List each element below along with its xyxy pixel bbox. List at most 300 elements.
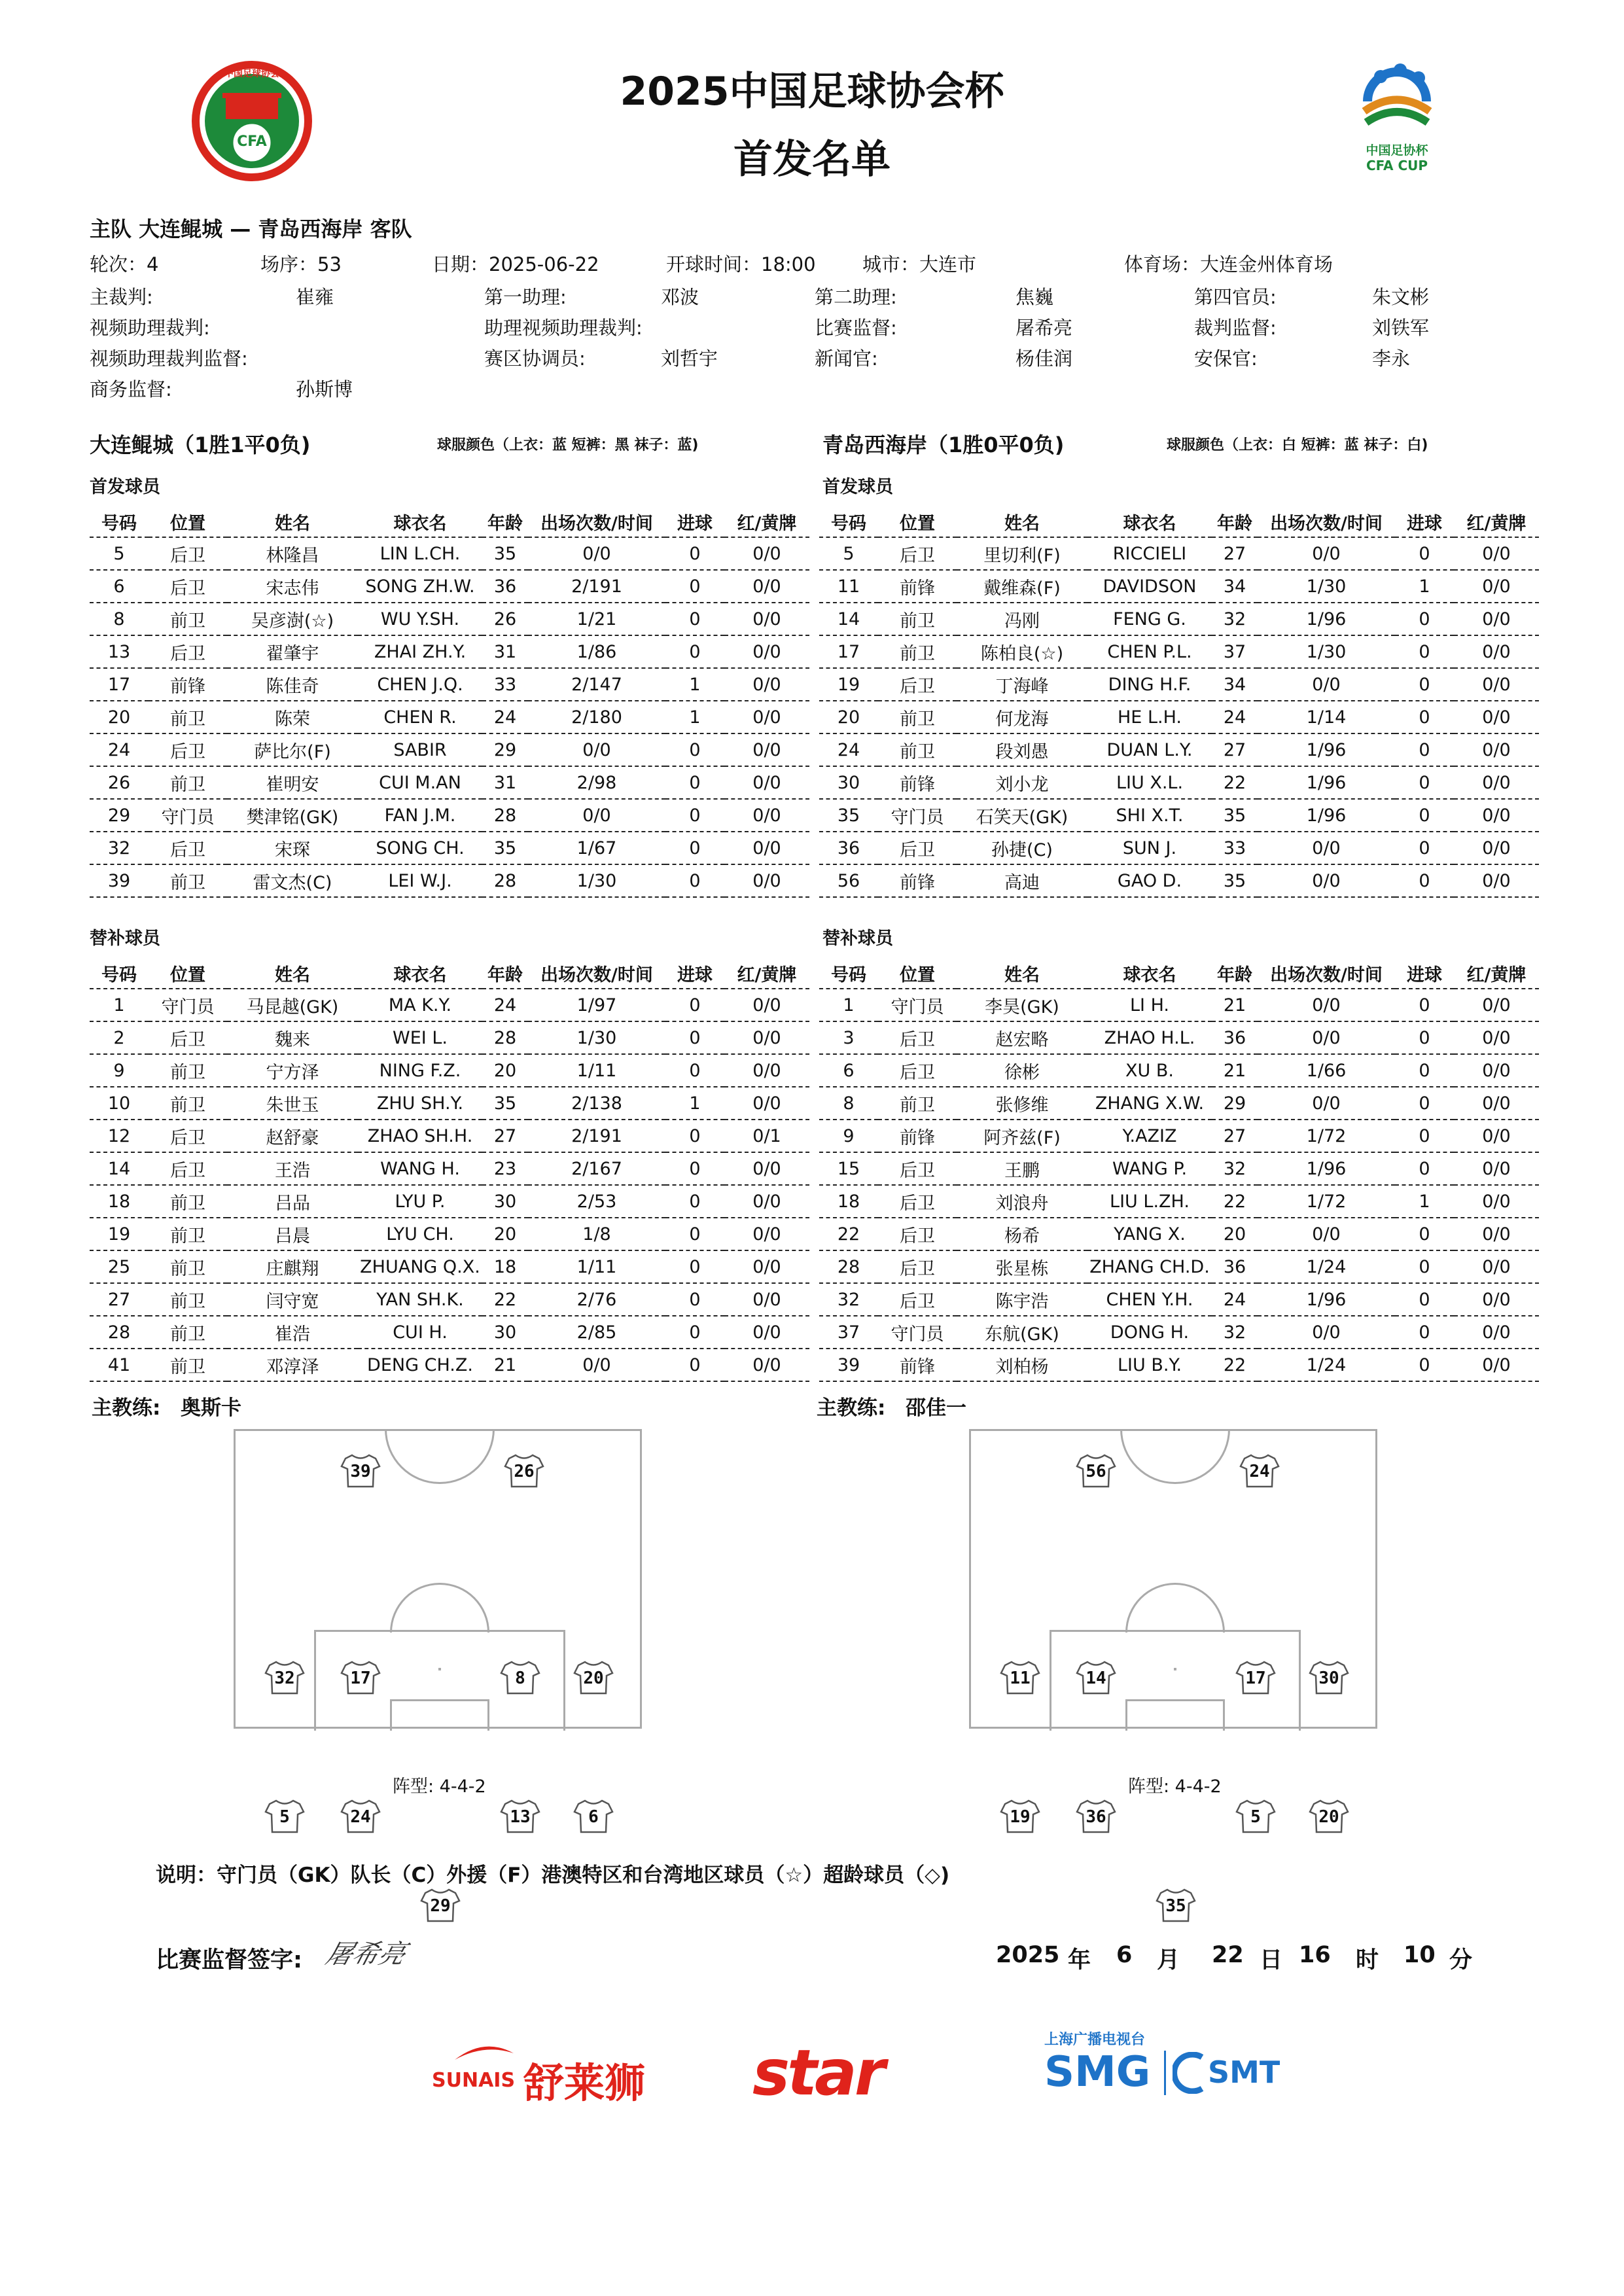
cell-position: 后卫 <box>149 570 227 603</box>
cell-appearances: 1/67 <box>528 832 665 864</box>
cell-goals: 0 <box>665 603 724 635</box>
cell-age: 28 <box>482 799 528 832</box>
home-subs-label: 替补球员 <box>90 928 160 949</box>
cell-number: 36 <box>819 832 878 864</box>
cell-appearances: 1/30 <box>528 864 665 897</box>
cell-name: 刘柏杨 <box>957 1349 1087 1381</box>
table-row <box>819 832 1539 864</box>
cell-age: 28 <box>482 1021 528 1054</box>
cell-position: 后卫 <box>149 1152 227 1185</box>
cell-position: 后卫 <box>878 832 957 864</box>
cell-goals: 0 <box>665 1185 724 1218</box>
cell-cards: 0/0 <box>1454 570 1539 603</box>
cell-position: 后卫 <box>878 1185 957 1218</box>
table-row <box>819 989 1539 1021</box>
player-shirt <box>1239 1453 1280 1489</box>
cell-age: 35 <box>1212 799 1258 832</box>
cell-appearances: 0/0 <box>528 799 665 832</box>
official-value: 刘哲宇 <box>661 347 718 370</box>
cell-age: 24 <box>1212 1283 1258 1316</box>
cell-shirt-name: ZHANG CH.D. <box>1087 1250 1212 1283</box>
signature-label: 比赛监督签字: <box>156 1947 302 1973</box>
shirt-number: 24 <box>350 1807 371 1827</box>
official-label: 比赛监督: <box>815 317 897 339</box>
cell-cards: 0/0 <box>1454 1087 1539 1120</box>
cell-age: 28 <box>482 864 528 897</box>
cell-shirt-name: LIU X.L. <box>1087 766 1212 799</box>
table-row <box>819 1185 1539 1218</box>
cell-age: 32 <box>1212 1152 1258 1185</box>
shirt-number: 24 <box>1249 1462 1270 1481</box>
column-header-goals: 进球 <box>1395 958 1454 989</box>
cell-name: 何龙海 <box>957 701 1087 733</box>
cell-goals: 0 <box>1395 733 1454 766</box>
cell-number: 32 <box>819 1283 878 1316</box>
cell-shirt-name: ZHAO H.L. <box>1087 1021 1212 1054</box>
center-circle-half <box>1120 1429 1230 1484</box>
cell-age: 31 <box>482 766 528 799</box>
cell-cards: 0/0 <box>1454 1316 1539 1349</box>
cell-number: 6 <box>819 1054 878 1087</box>
cell-shirt-name: SONG CH. <box>358 832 482 864</box>
cell-shirt-name: ZHANG X.W. <box>1087 1087 1212 1120</box>
cell-goals: 0 <box>665 1250 724 1283</box>
cell-cards: 0/0 <box>724 1349 809 1381</box>
cell-shirt-name: CHEN Y.H. <box>1087 1283 1212 1316</box>
player-shirt <box>1076 1453 1116 1489</box>
shirt-number: 17 <box>1245 1669 1266 1688</box>
cell-number: 41 <box>90 1349 149 1381</box>
cell-goals: 0 <box>1395 1349 1454 1381</box>
column-header-number: 号码 <box>819 506 878 537</box>
cell-cards: 0/0 <box>724 1021 809 1054</box>
cell-name: 闫守宽 <box>227 1283 358 1316</box>
legend-note: 说明：守门员（GK）队长（C）外援（F）港澳特区和台湾地区球员（☆）超龄球员（◇) <box>156 1863 950 1887</box>
cell-number: 13 <box>90 635 149 668</box>
cell-shirt-name: LIU B.Y. <box>1087 1349 1212 1381</box>
cell-goals: 0 <box>1395 537 1454 570</box>
column-header-position: 位置 <box>149 958 227 989</box>
player-shirt <box>1000 1799 1040 1834</box>
cell-appearances: 0/0 <box>1258 537 1395 570</box>
table-row <box>90 1152 809 1185</box>
cfa-logo-text: 中国足球协会 <box>224 69 279 79</box>
player-shirt <box>420 1888 461 1923</box>
city: 城市：大连市 <box>862 253 977 275</box>
shirt-number: 30 <box>1318 1669 1339 1688</box>
cell-appearances: 1/24 <box>1258 1349 1395 1381</box>
cell-age: 24 <box>1212 701 1258 733</box>
cell-cards: 0/0 <box>724 635 809 668</box>
table-row <box>819 1316 1539 1349</box>
cell-position: 前卫 <box>149 1349 227 1381</box>
column-header-cards: 红/黄牌 <box>1454 958 1539 989</box>
official-label: 视频助理裁判: <box>90 317 210 339</box>
cell-name: 刘小龙 <box>957 766 1087 799</box>
away-coach-name: 邵佳一 <box>906 1396 966 1420</box>
cell-appearances: 1/24 <box>1258 1250 1395 1283</box>
cell-age: 22 <box>1212 1185 1258 1218</box>
cell-number: 25 <box>90 1250 149 1283</box>
cell-cards: 0/0 <box>724 570 809 603</box>
cell-cards: 0/0 <box>724 537 809 570</box>
cell-number: 22 <box>819 1218 878 1250</box>
cell-shirt-name: NING F.Z. <box>358 1054 482 1087</box>
cell-age: 37 <box>1212 635 1258 668</box>
cfa-logo-abbr: CFA <box>237 133 267 150</box>
penalty-arc <box>1125 1583 1225 1633</box>
home-starters-table <box>90 506 809 898</box>
cell-goals: 0 <box>1395 1316 1454 1349</box>
shirt-number: 39 <box>350 1462 371 1481</box>
cell-shirt-name: SHI X.T. <box>1087 799 1212 832</box>
penalty-arc <box>390 1583 489 1633</box>
cell-position: 前锋 <box>878 766 957 799</box>
player-shirt <box>1156 1888 1196 1923</box>
cell-goals: 0 <box>665 537 724 570</box>
cell-shirt-name: LEI W.J. <box>358 864 482 897</box>
cell-goals: 0 <box>1395 766 1454 799</box>
column-header-name: 姓名 <box>227 506 358 537</box>
cell-shirt-name: SONG ZH.W. <box>358 570 482 603</box>
cell-cards: 0/0 <box>724 668 809 701</box>
cell-appearances: 1/30 <box>1258 635 1395 668</box>
cell-cards: 0/0 <box>724 1054 809 1087</box>
cell-shirt-name: GAO D. <box>1087 864 1212 897</box>
cell-goals: 0 <box>665 1218 724 1250</box>
page-title: 2025中国足球协会杯 <box>620 69 1004 115</box>
table-row <box>90 570 809 603</box>
cell-number: 8 <box>90 603 149 635</box>
cell-age: 27 <box>1212 1120 1258 1152</box>
cell-age: 20 <box>482 1218 528 1250</box>
table-row <box>90 1120 809 1152</box>
cell-goals: 0 <box>1395 989 1454 1021</box>
player-shirt <box>504 1453 544 1489</box>
cell-name: 朱世玉 <box>227 1087 358 1120</box>
official-label: 助理视频助理裁判: <box>484 317 643 339</box>
cell-cards: 0/0 <box>1454 1349 1539 1381</box>
cell-name: 赵舒豪 <box>227 1120 358 1152</box>
cell-shirt-name: LI H. <box>1087 989 1212 1021</box>
column-header-age: 年龄 <box>1212 958 1258 989</box>
sign-day: 22 <box>1212 1942 1244 1968</box>
table-row <box>90 733 809 766</box>
column-header-appearances: 出场次数/时间 <box>528 506 665 537</box>
cell-goals: 1 <box>665 1087 724 1120</box>
table-row <box>90 989 809 1021</box>
table-row <box>819 864 1539 897</box>
player-shirt <box>573 1660 614 1695</box>
cell-shirt-name: LYU CH. <box>358 1218 482 1250</box>
cell-name: 冯刚 <box>957 603 1087 635</box>
column-header-appearances: 出场次数/时间 <box>528 958 665 989</box>
sign-hour-unit: 时 <box>1356 1947 1379 1973</box>
cfa-cup-logo-text: 中国足协杯 <box>1366 143 1428 158</box>
cell-number: 28 <box>819 1250 878 1283</box>
cell-number: 39 <box>819 1349 878 1381</box>
sunais-en: SUNAIS <box>432 2069 516 2092</box>
cell-number: 24 <box>90 733 149 766</box>
table-row <box>90 1218 809 1250</box>
table-row <box>90 1185 809 1218</box>
cell-age: 29 <box>1212 1087 1258 1120</box>
official-label: 新闻官: <box>815 347 878 370</box>
cell-position: 后卫 <box>878 537 957 570</box>
cell-name: 陈柏良(☆) <box>957 635 1087 668</box>
table-row <box>90 1054 809 1087</box>
penalty-spot <box>1174 1668 1176 1670</box>
cell-appearances: 0/0 <box>528 733 665 766</box>
column-header-name: 姓名 <box>957 958 1087 989</box>
table-row <box>819 1120 1539 1152</box>
cell-position: 前卫 <box>149 603 227 635</box>
cell-goals: 0 <box>1395 668 1454 701</box>
cell-appearances: 2/191 <box>528 1120 665 1152</box>
official-value: 杨佳润 <box>1015 347 1073 370</box>
cell-age: 33 <box>1212 832 1258 864</box>
cell-shirt-name: WANG P. <box>1087 1152 1212 1185</box>
cell-name: 吕品 <box>227 1185 358 1218</box>
player-shirt <box>340 1453 381 1489</box>
cell-shirt-name: YAN SH.K. <box>358 1283 482 1316</box>
cell-age: 32 <box>1212 1316 1258 1349</box>
match-date: 日期：2025-06-22 <box>432 253 599 275</box>
official-label: 主裁判: <box>90 286 153 308</box>
cell-cards: 0/0 <box>724 1152 809 1185</box>
cell-shirt-name: CHEN R. <box>358 701 482 733</box>
column-header-appearances: 出场次数/时间 <box>1258 506 1395 537</box>
cell-cards: 0/0 <box>724 701 809 733</box>
shirt-number: 8 <box>515 1669 525 1688</box>
cell-position: 前卫 <box>878 1087 957 1120</box>
cell-cards: 0/0 <box>1454 1021 1539 1054</box>
table-row <box>90 635 809 668</box>
cell-cards: 0/0 <box>724 1283 809 1316</box>
cell-cards: 0/0 <box>724 1185 809 1218</box>
cell-cards: 0/0 <box>1454 635 1539 668</box>
cell-position: 后卫 <box>878 1218 957 1250</box>
away-subs-label: 替补球员 <box>822 928 893 949</box>
cell-number: 37 <box>819 1316 878 1349</box>
player-shirt <box>1076 1660 1116 1695</box>
player-shirt <box>1076 1799 1116 1834</box>
cell-name: 东航(GK) <box>957 1316 1087 1349</box>
cell-position: 后卫 <box>878 1283 957 1316</box>
cell-position: 守门员 <box>878 1316 957 1349</box>
cell-appearances: 1/11 <box>528 1054 665 1087</box>
cell-position: 前卫 <box>149 1250 227 1283</box>
cell-position: 前卫 <box>149 1185 227 1218</box>
cell-appearances: 1/96 <box>1258 766 1395 799</box>
smg-top-text: 上海广播电视台 <box>1044 2032 1146 2048</box>
table-row <box>819 1349 1539 1381</box>
table-row <box>819 1250 1539 1283</box>
cell-position: 后卫 <box>149 1120 227 1152</box>
cell-cards: 0/0 <box>1454 1152 1539 1185</box>
stadium: 体育场：大连金州体育场 <box>1124 253 1333 275</box>
cell-position: 前锋 <box>878 864 957 897</box>
cell-name: 宋琛 <box>227 832 358 864</box>
cell-shirt-name: YANG X. <box>1087 1218 1212 1250</box>
table-header-row <box>819 958 1539 989</box>
cell-age: 20 <box>1212 1218 1258 1250</box>
player-shirt <box>340 1799 381 1834</box>
column-header-shirt-name: 球衣名 <box>1087 958 1212 989</box>
table-row <box>90 766 809 799</box>
column-header-appearances: 出场次数/时间 <box>1258 958 1395 989</box>
table-row <box>90 1316 809 1349</box>
cell-shirt-name: WU Y.SH. <box>358 603 482 635</box>
cell-number: 35 <box>819 799 878 832</box>
player-shirt <box>500 1799 540 1834</box>
goal-area <box>1125 1699 1225 1731</box>
column-header-position: 位置 <box>878 958 957 989</box>
cell-appearances: 2/167 <box>528 1152 665 1185</box>
official-value: 朱文彬 <box>1372 286 1430 308</box>
cell-age: 33 <box>482 668 528 701</box>
column-header-goals: 进球 <box>1395 506 1454 537</box>
cell-number: 9 <box>90 1054 149 1087</box>
cell-position: 后卫 <box>878 668 957 701</box>
shirt-number: 26 <box>514 1462 535 1481</box>
cell-cards: 0/0 <box>1454 1185 1539 1218</box>
column-header-cards: 红/黄牌 <box>724 958 809 989</box>
column-header-name: 姓名 <box>957 506 1087 537</box>
kickoff-time: 开球时间：18:00 <box>666 253 816 275</box>
cell-age: 20 <box>482 1054 528 1087</box>
cell-goals: 0 <box>1395 864 1454 897</box>
column-header-age: 年龄 <box>482 506 528 537</box>
cell-goals: 0 <box>1395 832 1454 864</box>
cell-goals: 1 <box>1395 1185 1454 1218</box>
cell-position: 前卫 <box>149 1283 227 1316</box>
table-row <box>819 733 1539 766</box>
round: 轮次：4 <box>90 253 159 275</box>
table-row <box>90 799 809 832</box>
player-shirt <box>340 1660 381 1695</box>
match-number: 场序：53 <box>260 253 342 275</box>
cell-name: 陈荣 <box>227 701 358 733</box>
cell-age: 30 <box>482 1316 528 1349</box>
cell-name: 孙捷(C) <box>957 832 1087 864</box>
cell-age: 34 <box>1212 668 1258 701</box>
cell-appearances: 1/30 <box>528 1021 665 1054</box>
cell-appearances: 1/96 <box>1258 1152 1395 1185</box>
cell-name: 崔明安 <box>227 766 358 799</box>
shirt-number: 20 <box>583 1669 604 1688</box>
column-header-shirt-name: 球衣名 <box>358 506 482 537</box>
away-team-name: 青岛西海岸（1胜0平0负) <box>822 433 1065 457</box>
player-shirt <box>264 1799 305 1834</box>
cell-position: 前卫 <box>149 1316 227 1349</box>
cell-position: 后卫 <box>878 1054 957 1087</box>
cell-name: 丁海峰 <box>957 668 1087 701</box>
cell-appearances: 1/8 <box>528 1218 665 1250</box>
cell-number: 2 <box>90 1021 149 1054</box>
cell-goals: 0 <box>665 989 724 1021</box>
cell-shirt-name: ZHU SH.Y. <box>358 1087 482 1120</box>
cell-appearances: 2/191 <box>528 570 665 603</box>
cell-cards: 0/0 <box>724 799 809 832</box>
official-value: 崔雍 <box>296 286 334 308</box>
column-header-position: 位置 <box>149 506 227 537</box>
official-value: 孙斯博 <box>296 378 353 400</box>
cell-appearances: 0/0 <box>1258 1218 1395 1250</box>
official-label: 裁判监督: <box>1194 317 1277 339</box>
cell-number: 5 <box>819 537 878 570</box>
cell-age: 35 <box>482 537 528 570</box>
table-row <box>819 766 1539 799</box>
player-shirt <box>500 1660 540 1695</box>
cell-appearances: 2/138 <box>528 1087 665 1120</box>
table-header-row <box>90 958 809 989</box>
table-row <box>90 1021 809 1054</box>
cell-appearances: 1/72 <box>1258 1185 1395 1218</box>
cell-appearances: 1/96 <box>1258 1283 1395 1316</box>
page-subtitle: 首发名单 <box>733 137 891 183</box>
cell-number: 24 <box>819 733 878 766</box>
cell-cards: 0/0 <box>724 1218 809 1250</box>
cell-appearances: 1/72 <box>1258 1120 1395 1152</box>
cell-number: 1 <box>819 989 878 1021</box>
column-header-position: 位置 <box>878 506 957 537</box>
cell-age: 29 <box>482 733 528 766</box>
table-row <box>90 701 809 733</box>
cell-goals: 0 <box>665 832 724 864</box>
cell-number: 11 <box>819 570 878 603</box>
cell-number: 26 <box>90 766 149 799</box>
cell-shirt-name: DAVIDSON <box>1087 570 1212 603</box>
cell-appearances: 1/96 <box>1258 799 1395 832</box>
cell-age: 18 <box>482 1250 528 1283</box>
cell-appearances: 0/0 <box>1258 1316 1395 1349</box>
cell-appearances: 1/11 <box>528 1250 665 1283</box>
cell-goals: 0 <box>1395 635 1454 668</box>
player-shirt <box>264 1660 305 1695</box>
cell-position: 前锋 <box>878 1120 957 1152</box>
cell-number: 3 <box>819 1021 878 1054</box>
cell-cards: 0/0 <box>1454 1120 1539 1152</box>
column-header-name: 姓名 <box>227 958 358 989</box>
official-label: 第四官员: <box>1194 286 1277 308</box>
table-row <box>819 537 1539 570</box>
cell-cards: 0/0 <box>1454 864 1539 897</box>
cell-appearances: 0/0 <box>1258 1087 1395 1120</box>
shirt-number: 11 <box>1010 1669 1031 1688</box>
away-starters-table <box>819 506 1539 898</box>
official-label: 第一助理: <box>484 286 567 308</box>
cell-position: 守门员 <box>878 989 957 1021</box>
cell-age: 36 <box>1212 1250 1258 1283</box>
smg-logo <box>1044 2028 1306 2100</box>
column-header-goals: 进球 <box>665 958 724 989</box>
cell-shirt-name: WEI L. <box>358 1021 482 1054</box>
cell-cards: 0/0 <box>1454 989 1539 1021</box>
cell-cards: 0/0 <box>724 1250 809 1283</box>
sign-month: 6 <box>1116 1942 1133 1968</box>
home-coach-name: 奥斯卡 <box>181 1396 241 1420</box>
cell-number: 1 <box>90 989 149 1021</box>
table-row <box>819 1021 1539 1054</box>
cell-number: 6 <box>90 570 149 603</box>
cell-name: 樊津铭(GK) <box>227 799 358 832</box>
cell-appearances: 2/147 <box>528 668 665 701</box>
cell-number: 18 <box>90 1185 149 1218</box>
cell-cards: 0/0 <box>1454 1283 1539 1316</box>
table-row <box>819 701 1539 733</box>
cell-name: 石笑天(GK) <box>957 799 1087 832</box>
